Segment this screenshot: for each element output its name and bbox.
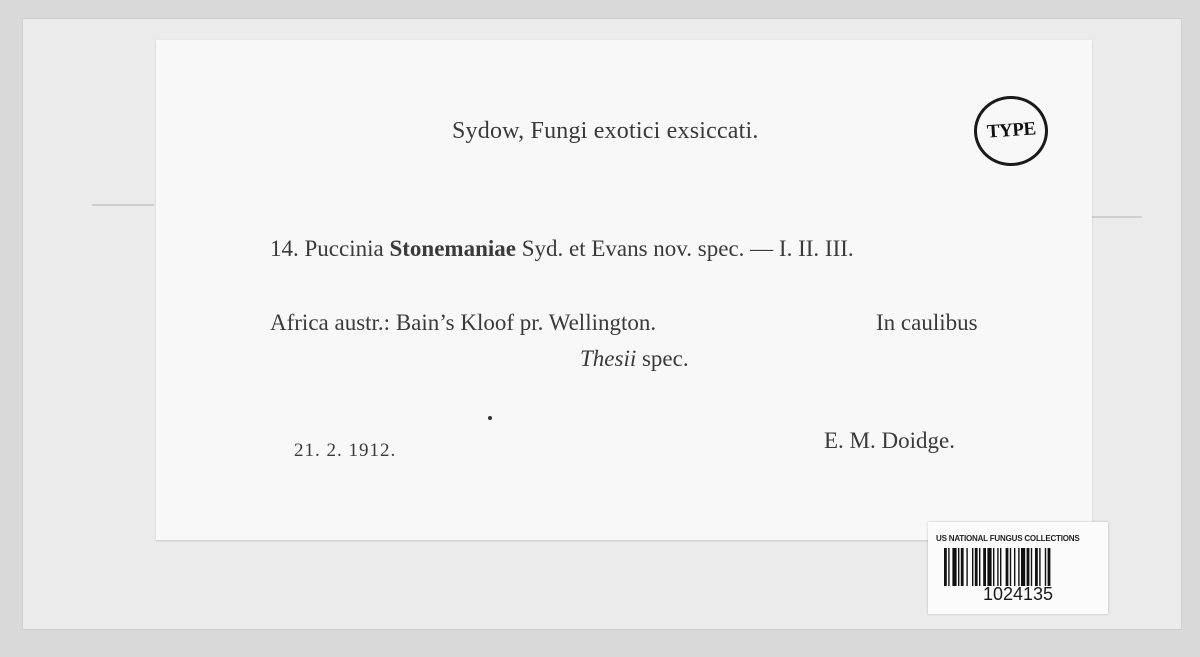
species-epithet: Stonemaniae: [389, 236, 516, 261]
fold-line: [92, 204, 154, 206]
host-habitat: In caulibus: [876, 310, 978, 335]
barcode-header: US NATIONAL FUNGUS COLLECTIONS: [936, 534, 1080, 543]
host-genus: Thesii: [580, 346, 637, 371]
barcode-number: 1024135: [982, 584, 1054, 604]
specimen-label: [156, 40, 1092, 540]
locality: Africa austr.: Bain’s Kloof pr. Wellington.: [270, 310, 657, 335]
host-species: [580, 346, 689, 372]
species-authority: Syd. et Evans nov. spec. — I. II. III.: [515, 236, 854, 261]
collection-date: 21. 2. 1912.: [294, 440, 397, 461]
ink-dot: [488, 416, 492, 420]
type-stamp-text: TYPE: [985, 118, 1036, 143]
barcode-label: [928, 522, 1108, 614]
label-title: Sydow, Fungi exotici exsiccati.: [452, 118, 759, 144]
barcode-icon: [944, 548, 1094, 586]
type-stamp: [974, 96, 1048, 166]
species-number: 14. Puccinia: [270, 236, 390, 261]
host-rest: spec.: [636, 346, 689, 371]
species-line: [270, 236, 854, 262]
collector-name: E. M. Doidge.: [824, 428, 955, 453]
